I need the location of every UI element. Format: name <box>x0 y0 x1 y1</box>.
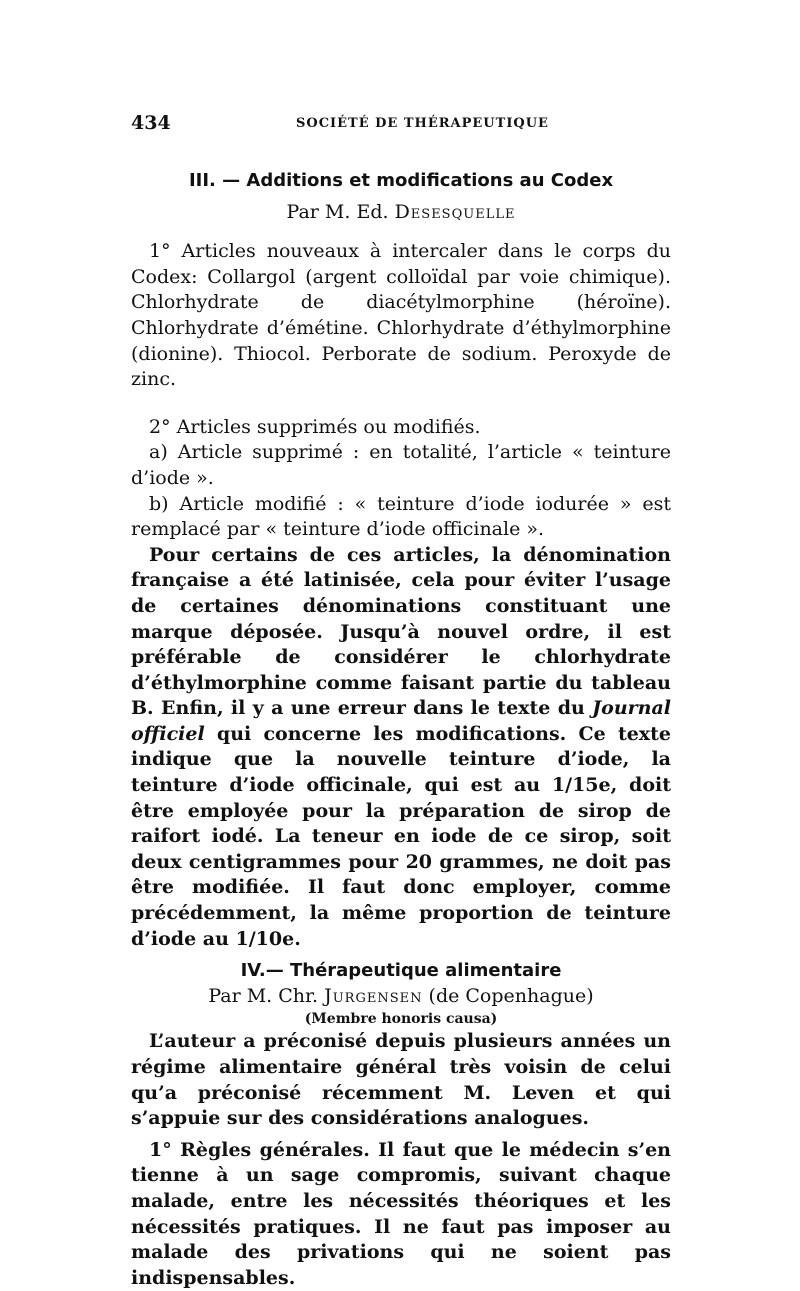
section-3-author <box>131 200 671 226</box>
section-3-paragraph-3a: a) Article supprimé : en totalité, l’article « teinture d’iode ». <box>131 441 671 489</box>
section-3-title: III. — Additions et modifications au Codex <box>188 170 614 191</box>
section-4-author <box>131 984 671 1010</box>
section-3-author-name: Desesquelle <box>394 200 516 223</box>
page-header <box>0 112 800 136</box>
journal-officiel: Journal officiel <box>131 697 671 745</box>
section-3-author-prefix: Par M. Ed. <box>286 200 395 223</box>
section-4-author-name: Jurgensen <box>324 984 423 1007</box>
section-3-paragraph-1: 1° Articles nouveaux à intercaler dans le corps du Codex: Collargol (argent colloïdal par voie chimique). Chlorhydrate de diacétylmorphine (héroïne). Chlorhydrate d’émétine. Chlorhydrate d’éthylmorphine (dionine). Thiocol. Perborate de sodium. Peroxyde de zinc. <box>131 240 671 391</box>
section-4-membership: (Membre honoris causa) <box>304 1011 498 1028</box>
section-3-paragraph-3b: b) Article modifié : « teinture d’iode iodurée » est remplacé par « teinture d’iode officinale ». <box>131 492 671 541</box>
section-3-paragraph-4 <box>131 543 671 953</box>
section-4-author-suffix: (de Copenhague) <box>422 984 594 1007</box>
page-number: 434 <box>131 112 171 134</box>
section-4-paragraph-2: 1° Règles générales. Il faut que le médecin s’en tienne à un sage compromis, suivant chaque malade, entre les nécessités théoriques et les nécessités pratiques. Il ne faut pas imposer au malade des privations qui ne soient pas indispensables. <box>131 1138 671 1289</box>
section-3-paragraph-2: 2° Articles supprimés ou modifiés. <box>149 415 481 438</box>
section-4-author-prefix: Par M. Chr. <box>208 984 325 1007</box>
section-4-paragraph-1: L’auteur a préconisé depuis plusieurs années un régime alimentaire général très voisin de celui qu’a préconisé récemment M. Leven et qui s’appuie sur des considérations analogues. <box>131 1030 671 1130</box>
section-3-paragraph-4-part-2: qui concerne les modifications. Ce texte indique que la nouvelle teinture d’iode, la teinture d’iode officinale, qui est au 1/15e, doit être employée pour la préparation de sirop de raifort iodé. La teneur en iode de ce sirop, soit deux centigrammes pour 20 grammes, ne doit pas être modifiée. Il faut donc employer, comme précédemment, la même proportion de teinture d’iode au 1/10e. <box>131 722 671 950</box>
section-4-title: IV.— Thérapeutique alimentaire <box>240 960 562 982</box>
running-head: SOCIÉTÉ DE THÉRAPEUTIQUE <box>296 116 549 131</box>
section-3-paragraph-4-part-1: Pour certains de ces articles, la dénomination française a été latinisée, cela pour éviter l’usage de certaines dénominations constituant une marque déposée. Jusqu’à nouvel ordre, il est préférable de considérer le chlorhydrate d’éthylmorphine comme faisant partie du tableau B. Enfin, il y a une erreur dans le texte du <box>131 543 671 720</box>
body-text <box>131 168 671 1291</box>
